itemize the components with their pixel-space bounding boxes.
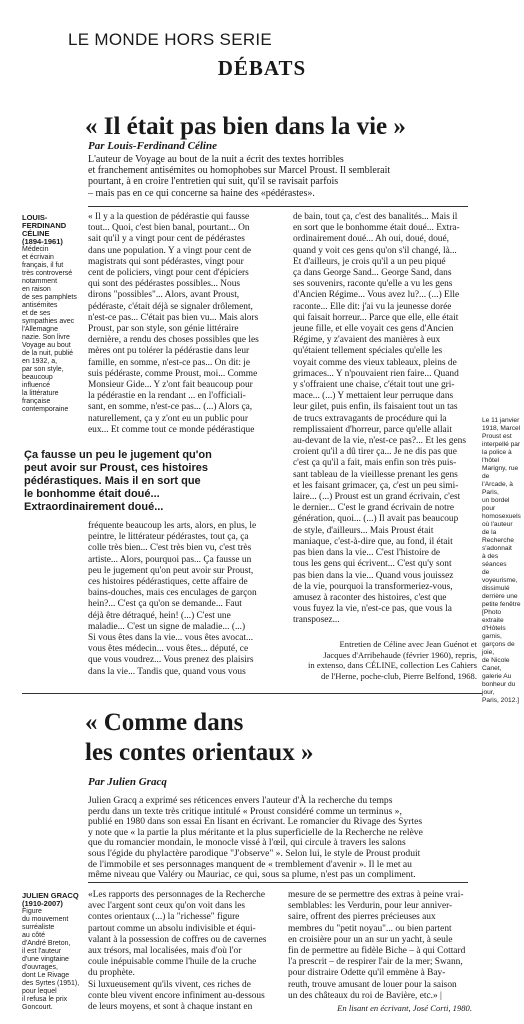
caption-line: petite fenêtre xyxy=(482,601,521,608)
intro-line: et franchement antisémites ou homophobes sur Marcel Proust. Il semblerait xyxy=(88,165,391,177)
text-line: Si luxueusement qu'ils vivent, ces riches de xyxy=(88,979,251,990)
text-line: eux... Et comme tout ce monde pédérastique xyxy=(88,424,255,435)
text-line: remplissaient d'horreur, parce qu'elle allait xyxy=(293,424,452,435)
caption-line: interpellé par xyxy=(482,441,521,448)
caption-line: à des séances xyxy=(482,553,507,568)
bio-line: de la nuit, publié xyxy=(22,350,73,357)
title-line: « Comme dans xyxy=(85,709,244,736)
caption-line: de la Recherche xyxy=(482,529,514,544)
text-line: fin de permettre au fidèle Biche – à qui Cottard xyxy=(288,946,466,957)
text-line: c'est ça qu'il a fait, mais enfin son très puis- xyxy=(293,458,457,469)
pull-quote-line: Extraordinairement doué... xyxy=(24,501,164,513)
text-line: pour distraire Odette qu'il emmène à Bay- xyxy=(288,968,446,979)
bio-line: beaucoup xyxy=(22,374,53,381)
text-line: famille, en somme, n'est-ce pas... On dit: je xyxy=(88,357,251,368)
credit-line: de l'Herne, poche-club, Pierre Belfond, 1968. xyxy=(321,670,477,681)
caption-line: Proust est xyxy=(482,433,512,440)
text-line: ça dans George Sand... George Sand, dans xyxy=(293,268,452,279)
intro-line: L'auteur de Voyage au bout de la nuit a écrit des textes horribles xyxy=(88,154,344,165)
text-line: saire, offrent des pierres précieuses aux xyxy=(288,912,436,923)
text-line: un des châteaux du roi de Bavière, etc.» | xyxy=(288,990,442,1001)
intro-line: de l'immobile et ses personnages manquent de « tremblement d'avenir ». Il le met au xyxy=(88,858,412,870)
intro-line: publié en 1980 dans son essai En lisant en écrivant. Le romancier du Rivage des Syrtes xyxy=(88,816,423,828)
text-line: peu le jugement qu'on peut avoir sur Proust, xyxy=(88,565,254,576)
divider xyxy=(88,882,468,883)
caption-line: un bordel pour xyxy=(482,497,510,512)
bio-line: nazie. Son livre xyxy=(22,334,70,341)
text-line: cent de policiers, vingt pour cent d'épiciers xyxy=(88,268,249,279)
article-column-1 xyxy=(88,212,284,436)
pull-quote-line: Ça fausse un peu le jugement qu'on xyxy=(24,449,212,461)
text-line: Et d'ailleurs, je crois qu'il a un peu piqué xyxy=(293,256,446,267)
text-line: de bain, tout ça, c'est des banalités... Mais il xyxy=(293,212,458,222)
text-line: aux trésors, mal localisées, mais d'où l'or xyxy=(88,946,242,957)
credit-line: in extenso, dans CÉLINE, collection Les Cahiers xyxy=(308,660,477,670)
bio-line: Voyage au bout xyxy=(22,342,71,349)
source-credit xyxy=(293,639,477,681)
text-line: fréquente beaucoup les arts, alors, en plus, le xyxy=(88,521,257,531)
bio-line: il refusa le prix xyxy=(22,996,68,1003)
text-line: pédéraste, c'était déjà se signaler drôlement, xyxy=(88,301,253,312)
text-line: colle très bien... C'est très bien vu, c'est très xyxy=(88,543,252,554)
text-line: naturellement, ça y z'ont eu un public pour xyxy=(88,413,248,424)
title-line: les contes orientaux » xyxy=(85,739,314,766)
bio-line: contemporaine xyxy=(22,406,69,413)
text-line: tout... Quoi, c'est bien banal, pourtant... On xyxy=(88,223,250,234)
credit-line: Jacques d'Arribehaude (février 1960), repris, xyxy=(323,649,477,660)
caption-line: Le 11 janvier xyxy=(482,417,520,424)
text-line: partout comme un absolu indivisible et équi- xyxy=(88,923,256,934)
author2-sidebar xyxy=(22,892,84,1012)
bio-line: sympathies avec xyxy=(22,318,75,325)
text-line: en croisière pour un an sur un yacht, à seule xyxy=(288,934,453,945)
caption-line: d'Hôtels garnis, xyxy=(482,625,506,640)
bio-line: du mouvement xyxy=(22,916,69,923)
text-line: qui faisait horreur... Parce que elle, elle était xyxy=(293,312,459,323)
text-line: qui sont des pédérastes possibles... Nous xyxy=(88,279,241,290)
caption-line: s'adonnait xyxy=(482,545,512,552)
author-bio xyxy=(22,246,84,414)
caption-line: 1918, Marcel xyxy=(482,425,521,432)
text-line: d'Ancien Régime... Vous avez lu?... (...) Elle xyxy=(293,290,460,301)
author-years: (1894-1961) xyxy=(22,237,63,246)
text-line: dans une population. Y a vingt pour cent de xyxy=(88,245,252,256)
text-line: voyait comme des vieux tableaux, pleins de xyxy=(293,357,457,368)
article-title: « Il était pas bien dans la vie » xyxy=(85,113,406,140)
text-line: vous fuyez la vie, n'est-ce pas, que vous la xyxy=(293,604,452,615)
text-line: maladie... C'est un signe de maladie... (...) xyxy=(88,621,246,632)
article-byline: Par Louis-Ferdinand Céline xyxy=(88,140,217,152)
text-line: ordinairement doué... Ah oui, doué, doué, xyxy=(293,234,449,245)
caption-line: dissimulé xyxy=(482,585,510,592)
caption-line: Paris, 2012.] xyxy=(482,697,520,704)
text-line: bains-douches, mais ces enculages de garçon xyxy=(88,588,257,599)
pull-quote-line: pédérastiques. Mais il en sort que xyxy=(24,475,201,487)
bio-line: d'ouvrages, xyxy=(22,964,58,971)
bio-line: d'une vingtaine xyxy=(22,956,69,963)
text-line: au-devant de la vie, n'est-ce pas?... Et les gens xyxy=(293,436,466,447)
text-line: avec l'argent sont ceux qu'on voit dans les xyxy=(88,901,246,912)
text-line: Si vous êtes dans la vie... vous êtes avocat... xyxy=(88,633,254,644)
text-line: transposez... xyxy=(293,615,340,626)
text-line: reuth, trouve amusant de louer pour la saison xyxy=(288,979,457,990)
caption-line: derrière une xyxy=(482,593,518,600)
bio-line: des Syrtes (1951), xyxy=(22,980,80,987)
text-line: de la vie, pourquoi la transformeriez-vous, xyxy=(293,581,453,592)
caption-line: de Nicole Canet, xyxy=(482,657,510,672)
text-line: en sort que le bonhomme était doué... Extra- xyxy=(293,223,460,234)
text-line: hein?... C'est ça qu'on se demande... Faut xyxy=(88,599,242,610)
text-line: sant, en somme, n'est-ce pas... (...) Alors ça, xyxy=(88,402,253,413)
author-name: LOUIS-FERDINAND CÉLINE xyxy=(22,213,67,238)
intro-line: pourtant, à en croire l'entretien qui suit, qu'il se ravisait parfois xyxy=(88,176,339,188)
article2-credit: En lisant en écrivant, José Corti, 1980. xyxy=(337,1003,472,1013)
article-intro xyxy=(88,154,468,199)
text-line: de trucs extravagants de procédure qui la xyxy=(293,413,447,424)
text-line: valant à la possession de coffres ou de cavernes xyxy=(88,934,267,945)
divider xyxy=(88,206,468,207)
text-line: l'a prescrit – de respirer l'air de la mer; Swann, xyxy=(288,957,463,968)
bio-line: la littérature xyxy=(22,390,59,397)
publication-name: LE MONDE HORS SERIE xyxy=(68,30,273,49)
text-line: déjà être détraqué, hein! (...) C'est une xyxy=(88,610,231,621)
text-line: sant tableau de la vieillesse prenant les gens xyxy=(293,469,458,480)
bio-line: surréaliste xyxy=(22,924,55,931)
bio-line: de ses pamphlets xyxy=(22,294,77,301)
bio-line: pour lequel xyxy=(22,988,57,995)
text-line: artiste... Alors, pourquoi pas... Ça fausse un xyxy=(88,554,252,565)
text-line: contes orientaux (...) la "richesse" figure xyxy=(88,912,240,923)
text-line: magistrats qui sont pédérastes, vingt pour xyxy=(88,256,244,267)
text-line: et les faisant grimacer, ça, c'est un peu simi- xyxy=(293,480,459,491)
text-line: dernière, a rendu des choses possibles que les xyxy=(88,335,259,346)
bio-line: très controversé xyxy=(22,270,73,277)
caption-line: la police à l'hôtel xyxy=(482,449,512,464)
text-line: pas bien dans la vie... Quand vous jouissez xyxy=(293,570,454,581)
pull-quote-line: peut avoir sur Proust, ces histoires xyxy=(24,462,209,474)
caption-line: homosexuels xyxy=(482,513,521,520)
caption-line: Marigny, rue de xyxy=(482,465,519,480)
text-line: qu'étaient tellement spéciales qu'elle les xyxy=(293,346,443,357)
bio-line: Figure xyxy=(22,908,42,915)
caption-line: galerie Au xyxy=(482,673,512,680)
author-sidebar xyxy=(22,214,84,414)
text-line: que vous voudrez... Vous prenez des plaisirs xyxy=(88,655,254,666)
text-line: le dernier... C'est le grand écrivain de notre xyxy=(293,503,454,514)
bio-line: il est l'auteur xyxy=(22,948,62,955)
article2-title xyxy=(85,708,313,768)
text-line: conte bleu vivent encore infiniment au-dessous xyxy=(88,990,265,1001)
section-divider xyxy=(22,693,482,694)
text-line: sait qu'il y a vingt pour cent de pédérastes xyxy=(88,234,245,245)
text-line: n'est-ce pas... C'était pas bien vu... Mais alors xyxy=(88,312,259,323)
text-line: génération, quoi... (...) Il avait pas beaucoup xyxy=(293,514,459,525)
intro-line: y note que « la partie la plus méritante et la plus superficielle de la Recherche ne relève xyxy=(88,826,423,838)
text-line: tous les gens qui écrivent... C'est qu'y sont xyxy=(293,559,452,570)
intro-line: Julien Gracq a exprimé ses réticences envers l'auteur d'À la recherche du temps xyxy=(88,795,393,806)
intro-line: – mais pas en ce qui concerne sa haine des «pédérastes». xyxy=(88,187,315,199)
author2-years: (1910-2007) xyxy=(22,899,63,908)
author2-name: JULIEN GRACQ xyxy=(22,891,79,900)
caption-line: bonheur du jour, xyxy=(482,681,516,696)
credit-line: Entretien de Céline avec Jean Guénot et xyxy=(339,639,477,649)
article2-column-2 xyxy=(288,890,472,1002)
text-line: quand y voit ces gens qu'on s'il changé, là... xyxy=(293,245,457,256)
text-line: Proust, par son style, son génie littéraire xyxy=(88,324,239,335)
article-column-2 xyxy=(293,212,477,627)
text-line: jeune fille, et elle voyait ces gens d'Ancien xyxy=(293,324,454,335)
text-line: coule inépuisable comme l'huile de la cruche xyxy=(88,957,257,968)
bio-line: par son style, xyxy=(22,366,64,373)
text-line: suis pédéraste, comme Proust, moi... Comme xyxy=(88,368,258,379)
text-line: y s'offraient une chaise, c'était tout une gri- xyxy=(293,380,455,391)
article2-column-1 xyxy=(88,890,280,1013)
caption-line: de voyeurisme, xyxy=(482,569,518,584)
caption-line: l'Arcade, à Paris, xyxy=(482,481,513,496)
bio-line: français, il fut xyxy=(22,262,64,269)
bio-line: d'André Breton, xyxy=(22,940,71,947)
text-line: « Il y a la question de pédérastie qui fausse xyxy=(88,212,250,222)
bio-line: notamment xyxy=(22,278,58,285)
section-title: DÉBATS xyxy=(217,56,307,80)
text-line: de style, d'ailleurs... Mais Proust était xyxy=(293,525,434,536)
text-line: ses souvenirs, raconte qu'elle a vu les gens xyxy=(293,279,453,290)
intro-line: que du romancier mondain, le monocle vissé à l'œil, qui circule à travers les salons xyxy=(88,837,406,849)
bio-line: en raison xyxy=(22,286,51,293)
photo-caption xyxy=(482,417,522,705)
intro-line: sous l'égide du phylactère parodique "J'observe" ». Selon lui, le style de Proust produit xyxy=(88,847,421,859)
bio-line: et écrivain xyxy=(22,254,54,261)
bio-line: Goncourt. xyxy=(22,1004,53,1011)
article2-intro xyxy=(88,796,476,881)
text-line: de leurs moyens, et sont à chaque instant en xyxy=(88,1002,253,1013)
text-line: croient qu'il a dû tirer ça... Je ne dis pas que xyxy=(293,447,457,458)
text-line: «Les rapports des personnages de la Recherche xyxy=(88,890,266,900)
text-line: vous êtes médecin... vous êtes... député, ce xyxy=(88,644,249,655)
bio-line: l'Allemagne xyxy=(22,326,58,333)
text-line: mères ont pu tolérer la pédérastie dans leur xyxy=(88,346,250,357)
caption-line: garçons de joie, xyxy=(482,641,515,656)
article2-byline: Par Julien Gracq xyxy=(88,776,167,788)
caption-line: [Photo extraite xyxy=(482,609,504,624)
text-line: laire... (...) Proust est un grand écrivain, c'est xyxy=(293,492,461,503)
text-line: Monsieur Gide... Y z'ont fait beaucoup pour xyxy=(88,380,253,391)
text-line: mesure de se permettre des extras à peine vrai- xyxy=(288,890,464,900)
intro-line: perdu dans un texte très critique intitulé « Proust considéré comme un terminus », xyxy=(88,805,402,817)
bio-line: Médecin xyxy=(22,246,49,253)
bio-line: antisémites xyxy=(22,302,58,309)
bio-line: française xyxy=(22,398,51,405)
caption-line: où l'auteur xyxy=(482,521,513,528)
bio-line: au côté xyxy=(22,932,45,939)
pull-quote xyxy=(24,449,288,514)
text-line: maniaque, c'est-à-dire que, au fond, il était xyxy=(293,536,453,547)
text-line: raconte... Elle dit: j'ai vu la jeunesse dorée xyxy=(293,301,452,312)
article-column-1b xyxy=(88,521,284,678)
text-line: ces histoires pédérastiques, cette affaire de xyxy=(88,577,248,588)
text-line: du prophète. xyxy=(88,968,135,979)
text-line: peintre, le littérateur pédérastes, tout ça, ça xyxy=(88,532,249,543)
text-line: la pédérastie en la rendant ... en l'officiali- xyxy=(88,391,246,402)
bio-line: influencé xyxy=(22,382,51,389)
text-line: mace... (...) Y mettaient leur perruque dans xyxy=(293,391,454,402)
text-line: dans la vie... Tandis que, quand vous vous xyxy=(88,666,246,677)
text-line: Régime, y z'avaient des manières à eux xyxy=(293,335,441,346)
intro-line: même niveau que Valéry ou Mauriac, ce qui, sous sa plume, n'est pas un compliment. xyxy=(88,869,416,881)
text-line: pas bien dans la vie... C'est l'histoire de xyxy=(293,548,441,559)
text-line: dirons "possibles"... Alors, avant Proust, xyxy=(88,290,240,301)
text-line: amusez à raconter des histoires, c'est que xyxy=(293,592,447,603)
text-line: leur gilet, puis enfin, ils faisaient tout un tas xyxy=(293,402,458,413)
text-line: membres du "petit noyau"... ou bien partent xyxy=(288,923,452,934)
bio-line: dont Le Rivage xyxy=(22,972,70,979)
pull-quote-line: le bonhomme était doué... xyxy=(24,488,160,500)
bio-line: en 1932, a, xyxy=(22,358,58,365)
author2-bio xyxy=(22,908,84,1012)
text-line: grimaces... Y n'pouvaient rien faire... Quand xyxy=(293,368,459,379)
bio-line: et de ses xyxy=(22,310,51,317)
text-line: semblables: les Verdurin, pour leur anniver- xyxy=(288,901,453,912)
